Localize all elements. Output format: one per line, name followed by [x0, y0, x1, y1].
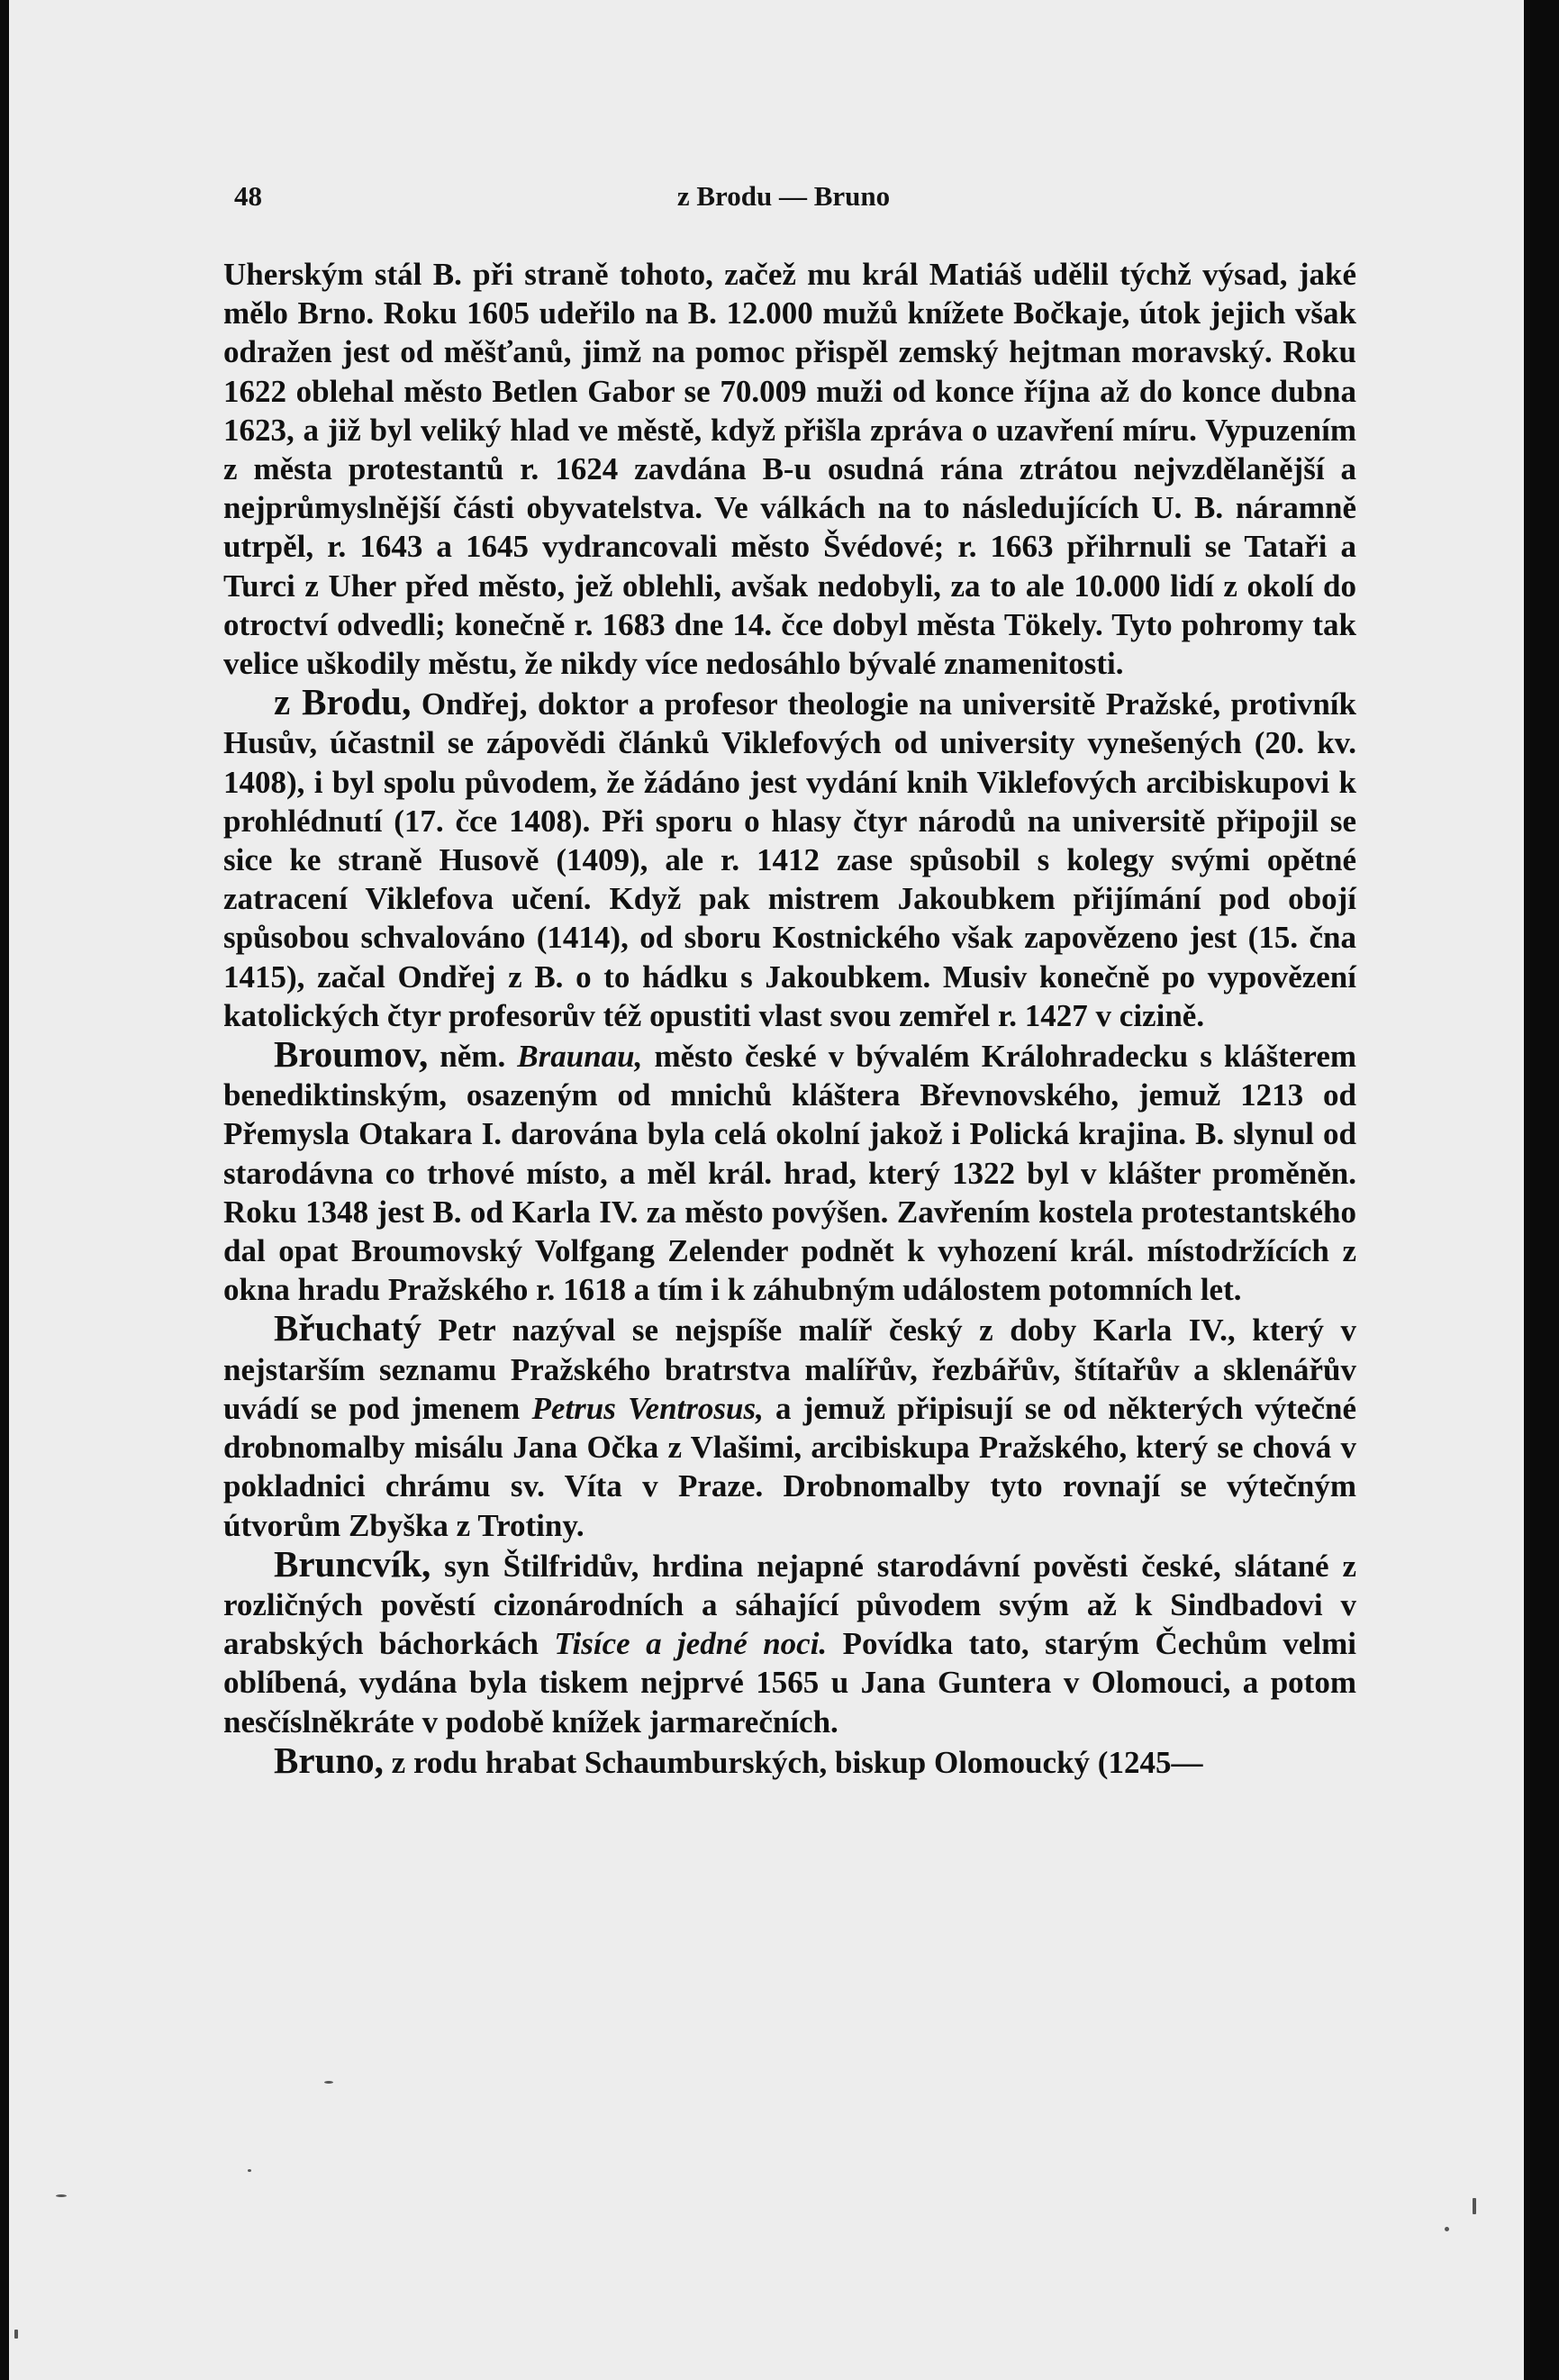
entry-broumov: [223, 1035, 1356, 1309]
page-number: 48: [234, 180, 262, 212]
entry-italic-term: Braunau,: [517, 1039, 643, 1075]
entry-text: Povídka tato, starým Čechům velmi oblíbená, vydána byla tiskem nejprvé 1565 u Jana Guntera v Olomouci, a potom nesčíslněkráte v podobě knížek jarmarečních.: [223, 1626, 1356, 1740]
entry-italic-term: Petrus Ventrosus,: [531, 1390, 764, 1426]
entry-bruchaty: [223, 1309, 1356, 1544]
entry-bruno: [223, 1741, 1356, 1782]
entry-headword: Broumov,: [274, 1033, 429, 1076]
paper-speck: [1445, 2227, 1449, 2231]
entry-headword: Bruncvík,: [274, 1542, 431, 1585]
book-page: [9, 0, 1524, 2380]
entry-text: Ondřej, doktor a profesor theologie na universitě Pražské, protivník Husův, účastnil se zápovědi článků Viklefových od university vynešených (20. kv. 1408), i byl spolu původem, že žádáno jest vydání knih Viklefových arcibiskupovi k prohlédnutí (17. čce 1408). Při sporu o hlasy čtyr národů na universitě připojil se sice ke straně Husově (1409), ale r. 1412 zase spůsobil s kolegy svými opětné zatracení Viklefova učení. Když pak mistrem Jakoubkem přijímání pod obojí spůsobou schvalováno (1414), od sboru Kostnického však zapovězeno jest (15. čna 1415), začal Ondřej z B. o to hádku s Jakoubkem. Musiv konečně po vypovězení katolických čtyr profesorův též opustiti vlast svou zemřel r. 1427 v cizině.: [223, 686, 1356, 1033]
entry-headword: Břuchatý: [274, 1307, 421, 1349]
entry-headword: z Brodu,: [274, 681, 412, 723]
entry-z-brodu: [223, 683, 1356, 1035]
paper-speck: [14, 2330, 18, 2339]
paper-speck: [248, 2169, 251, 2172]
entry-text: syn Štilfridův, hrdina nejapné starodávní pověsti české, slátané z rozličných pověstí cizonárodních a sáhající původem svým až k Sindbadovi v arabských báchorkách: [223, 1548, 1356, 1662]
continuation-paragraph: Uherským stál B. při straně tohoto, začež mu král Matiáš udělil týchž výsad, jaké mělo Brno. Roku 1605 udeřilo na B. 12.000 mužů knížete Bočkaje, útok jejich však odražen jest od měšťanů, jimž na pomoc přispěl zemský hejtman moravský. Roku 1622 oblehal město Betlen Gabor se 70.009 muži od konce října až do konce dubna 1623, a již byl veliký hlad ve městě, když přišla zpráva o uzavření míru. Vypuzením z města protestantů r. 1624 zavdána B-u osudná rána ztrátou nejvzdělanější a nejprůmyslnější části obyvatelstva. Ve válkách na to následujících U. B. náramně utrpěl, r. 1643 a 1645 vydrancovali město Švédové; r. 1663 přihrnuli se Tataři a Turci z Uher před město, jež oblehli, avšak nedobyli, za to ale 10.000 lidí z okolí do otroctví odvedli; konečně r. 1683 dne 14. čce dobyl města Tökely. Tyto pohromy tak velice uškodily městu, že nikdy více nedosáhlo bývalé znamenitosti.: [223, 257, 1356, 682]
body-text: [223, 255, 1356, 1782]
entry-text: město české v bývalém Králohradecku s klášterem benediktinským, osazeným od mnichů kláštera Břevnovského, jemuž 1213 od Přemysla Otakara I. darována byla celá okolní jakož i Polická krajina. B. slynul od starodávna co trhové místo, a měl král. hrad, který 1322 byl v klášter proměněn. Roku 1348 jest B. od Karla IV. za město povýšen. Zavřením kostela protestantského dal opat Broumovský Volfgang Zelender podnět k vyhození král. místodržících z okna hradu Pražského r. 1618 a tím i k záhubným událostem potomních let.: [223, 1039, 1357, 1308]
entry-bruncvik: [223, 1542, 1356, 1741]
page-header: [234, 180, 1333, 222]
entry-italic-term: Tisíce a jedné noci.: [554, 1626, 828, 1662]
running-head: z Brodu — Bruno: [676, 180, 891, 212]
paper-speck: [56, 2194, 67, 2197]
entry-text: z rodu hrabat Schaumburských, biskup Olomoucký (1245—: [383, 1744, 1203, 1780]
paper-speck: [1473, 2198, 1476, 2214]
entry-text: něm.: [428, 1039, 518, 1075]
entry-text: a jemuž připisují se od některých výtečné drobnomalby misálu Jana Očka z Vlašimi, arcibiskupa Pražského, který se chová v pokladnici chrámu sv. Víta v Praze. Drobnomalby tyto rovnají se výtečným útvorům Zbyška z Trotiny.: [223, 1390, 1356, 1543]
entry-headword: Bruno,: [274, 1739, 384, 1781]
paper-speck: [324, 2081, 333, 2084]
entry-text: Petr nazýval se nejspíše malíř český z doby Karla IV., který v nejstarším seznamu Pražského bratrstva malířův, řezbářův, štítařův a sklenářův uvádí se pod jmenem: [223, 1313, 1356, 1426]
